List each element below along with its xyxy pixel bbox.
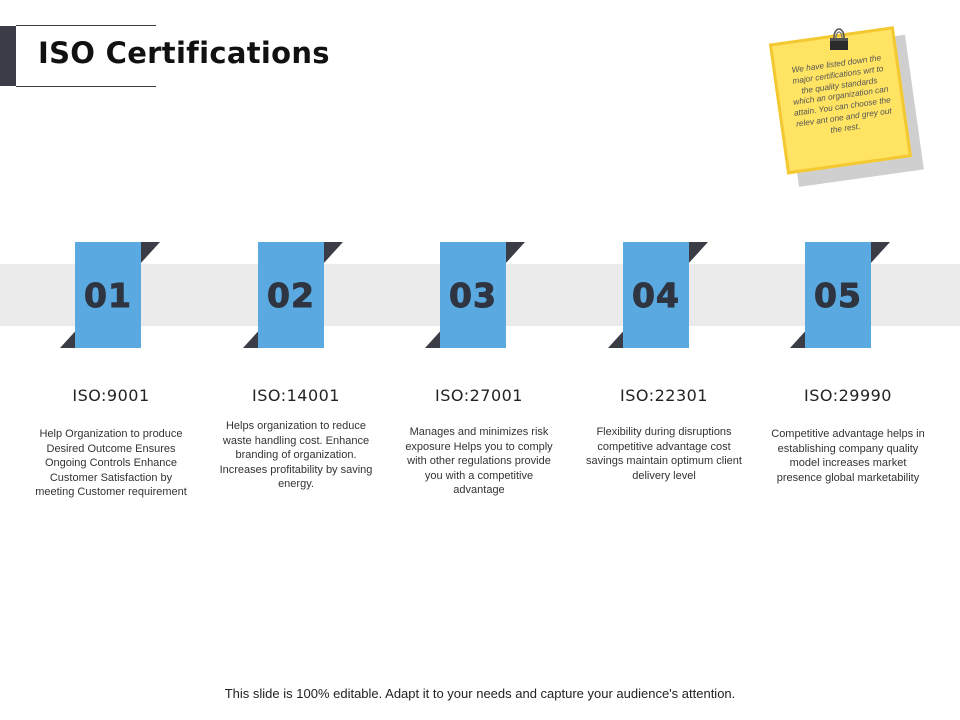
step-card [805,242,871,348]
iso-column-2 [216,386,376,492]
step-number: 03 [449,275,497,315]
step-05 [790,242,890,348]
step-card [75,242,141,348]
step-number: 05 [814,275,862,315]
fold-corner-top [505,242,525,264]
fold-corner-top [140,242,160,264]
step-number: 04 [632,275,680,315]
step-04 [608,242,708,348]
iso-label: ISO:27001 [435,386,523,405]
fold-corner-top [688,242,708,264]
iso-description: Help Organization to produce Desired Outcome Ensures Ongoing Controls Enhance Customer Satisfaction by meeting Customer requirement [35,428,187,498]
iso-label: ISO:22301 [620,386,708,405]
iso-column-5 [768,386,928,485]
fold-corner-top [870,242,890,264]
step-card [440,242,506,348]
iso-label: ISO:14001 [252,386,340,405]
step-02 [243,242,343,348]
step-01 [60,242,160,348]
title-accent-bar [0,26,16,86]
step-03 [425,242,525,348]
footer-caption: This slide is 100% editable. Adapt it to your needs and capture your audience's attention. [224,686,736,701]
page-title: ISO Certifications [38,36,330,70]
step-number: 02 [267,275,315,315]
iso-column-3 [399,386,559,498]
iso-label: ISO:9001 [72,386,150,405]
step-card [623,242,689,348]
iso-description: Flexibility during disruptions competitive advantage cost savings maintain optimum client delivery level [586,426,742,482]
iso-description: Competitive advantage helps in establishing company quality model increases market presence global marketability [771,428,925,484]
step-card [258,242,324,348]
iso-description: Helps organization to reduce waste handling cost. Enhance branding of organization. Increases profitability by saving energy. [219,420,373,490]
iso-column-1 [31,386,191,500]
iso-label: ISO:29990 [804,386,892,405]
binder-clip-icon [828,22,850,54]
step-number: 01 [84,275,132,315]
sticky-note-text: We have listed down the major certifications wrt to the quality standards which an organization can attain. You can choose the relev ant one and grey out the rest. [790,52,893,135]
iso-description: Manages and minimizes risk exposure Helps you to comply with other regulations provide you with a competitive advantage [405,426,553,496]
fold-corner-top [323,242,343,264]
iso-column-4 [584,386,744,483]
